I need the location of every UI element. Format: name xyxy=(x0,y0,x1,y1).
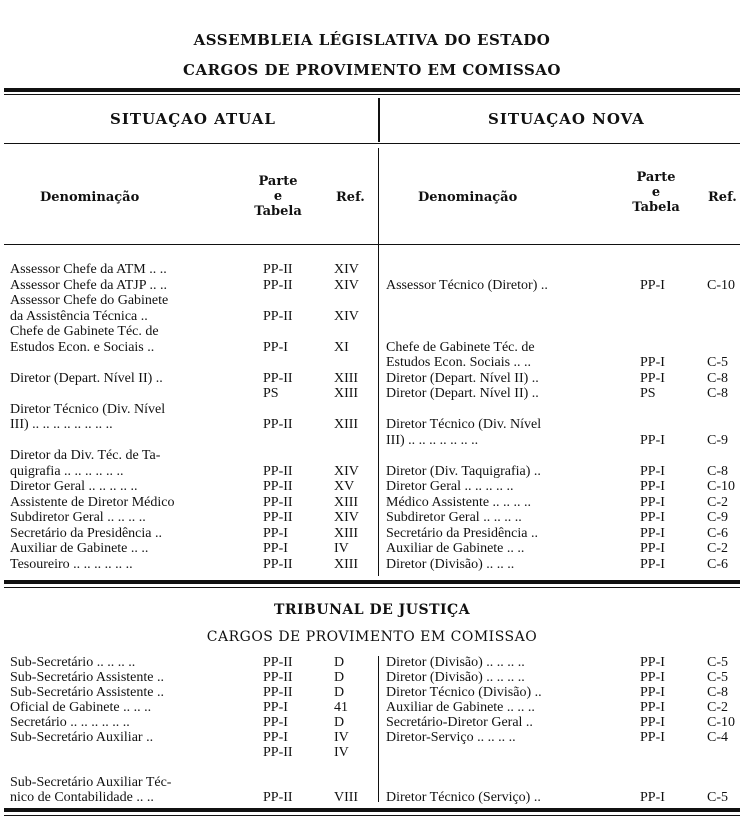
right-parte-tabela-cell: PP-I xyxy=(640,494,665,510)
right-ref-cell: C-10 xyxy=(707,277,735,293)
left-ref-cell: XIII xyxy=(334,386,359,401)
left-ref-cell: XIV xyxy=(334,308,359,324)
left-ref-cell: IV xyxy=(334,730,349,745)
left-ref-cell: D xyxy=(334,670,345,685)
right-parte-tabela-cell: PP-I xyxy=(640,510,665,525)
right-parte-line2: e xyxy=(651,185,661,200)
right-parte-tabela-cell: PP-I xyxy=(640,525,665,541)
assembleia-title: ASSEMBLEIA LÉGISLATIVA DO ESTADO xyxy=(193,31,551,49)
left-denominacao-cell: Sub-Secretário Auxiliar .. xyxy=(10,730,154,745)
left-parte-tabela-cell: PP-I xyxy=(263,339,288,355)
right-denominacao-cell: III) .. .. .. .. .. .. .. xyxy=(386,432,479,448)
left-parte-tabela-cell: PP-II xyxy=(263,417,293,432)
right-denominacao-cell: Diretor (Depart. Nível II) .. xyxy=(386,370,539,386)
right-parte-tabela-cell: PP-I xyxy=(640,463,665,479)
left-parte-tabela-cell: PP-I xyxy=(263,700,288,715)
right-ref-cell: C-8 xyxy=(707,685,728,700)
left-denominacao-cell: Diretor da Div. Téc. de Ta- xyxy=(10,448,161,463)
left-denominacao-cell: Sub-Secretário Assistente .. xyxy=(10,685,164,700)
right-denominacao-cell: Diretor Técnico (Divisão) .. xyxy=(386,685,542,700)
right-ref-cell: C-2 xyxy=(707,541,728,556)
left-denominacao-cell: da Assistência Técnica .. xyxy=(10,308,148,324)
left-denominacao-cell: Sub-Secretário Assistente .. xyxy=(10,670,164,685)
left-parte-tabela-cell: PP-II xyxy=(263,277,293,293)
situacao-atual-heading: SITUAÇAO ATUAL xyxy=(110,110,276,128)
right-ref-cell: C-2 xyxy=(707,494,728,510)
right-ref-cell: C-6 xyxy=(707,525,728,541)
left-denominacao-cell: Diretor Técnico (Div. Nível xyxy=(10,401,166,417)
left-denominacao-cell: Assessor Chefe do Gabinete xyxy=(10,293,169,308)
left-ref-cell: D xyxy=(334,685,345,700)
left-parte-tabela-cell: PP-II xyxy=(263,790,293,805)
left-ref-cell: IV xyxy=(334,541,349,556)
top-rule-thin xyxy=(4,94,740,95)
right-denominacao-cell: Diretor (Depart. Nível II) .. xyxy=(386,386,539,401)
left-parte-tabela-cell: PP-I xyxy=(263,730,288,745)
left-parte-line2: e xyxy=(273,189,283,204)
top-rule-thick xyxy=(4,88,740,92)
left-ref-cell: XIV xyxy=(334,463,359,479)
left-ref-cell: XIV xyxy=(334,277,359,293)
right-denominacao-cell: Diretor (Div. Taquigrafia) .. xyxy=(386,463,541,479)
right-ref-cell: C-9 xyxy=(707,510,728,525)
bottom-rule-thin xyxy=(4,815,740,816)
right-ref-cell: C-10 xyxy=(707,715,735,730)
left-denominacao-cell: Oficial de Gabinete .. .. .. xyxy=(10,700,152,715)
left-denominacao-header: Denominação xyxy=(40,190,140,205)
left-parte-line1: Parte xyxy=(258,174,298,189)
left-ref-cell: D xyxy=(334,655,345,670)
right-parte-tabela-cell: PP-I xyxy=(640,479,665,494)
right-parte-tabela-cell: PP-I xyxy=(640,370,665,386)
right-parte-tabela-cell: PP-I xyxy=(640,277,665,293)
left-parte-tabela-cell: PP-II xyxy=(263,463,293,479)
right-ref-cell: C-8 xyxy=(707,370,728,386)
right-ref-cell: C-6 xyxy=(707,556,728,572)
right-denominacao-cell: Diretor (Divisão) .. .. .. xyxy=(386,556,515,572)
left-parte-tabela-cell: PP-II xyxy=(263,308,293,324)
right-denominacao-cell: Auxiliar de Gabinete .. .. xyxy=(386,541,525,556)
right-parte-tabela-cell: PP-I xyxy=(640,670,665,685)
left-parte-tabela-cell: PP-II xyxy=(263,745,293,760)
right-ref-cell: C-10 xyxy=(707,479,735,494)
left-ref-cell: IV xyxy=(334,745,349,760)
left-parte-tabela-cell: PP-I xyxy=(263,541,288,556)
right-parte-tabela-cell: PP-I xyxy=(640,541,665,556)
left-ref-cell: XIV xyxy=(334,262,359,277)
left-parte-tabela-cell: PS xyxy=(263,386,279,401)
right-denominacao-cell: Assessor Técnico (Diretor) .. xyxy=(386,277,548,293)
right-ref-cell: C-9 xyxy=(707,432,728,448)
right-denominacao-cell: Diretor (Divisão) .. .. .. .. xyxy=(386,655,525,670)
right-ref-cell: C-5 xyxy=(707,670,728,685)
left-ref-cell: 41 xyxy=(334,700,348,715)
right-denominacao-cell: Diretor (Divisão) .. .. .. .. xyxy=(386,670,525,685)
left-parte-tabela-cell: PP-II xyxy=(263,670,293,685)
left-denominacao-cell: Sub-Secretário .. .. .. .. xyxy=(10,655,136,670)
right-parte-tabela-cell: PP-I xyxy=(640,432,665,448)
right-parte-tabela-cell: PP-I xyxy=(640,655,665,670)
left-parte-tabela-cell: PP-II xyxy=(263,479,293,494)
right-ref-header: Ref. xyxy=(708,190,737,205)
left-denominacao-cell: quigrafia .. .. .. .. .. .. xyxy=(10,463,124,479)
right-denominacao-cell: Diretor Técnico (Div. Nível xyxy=(386,417,542,432)
right-denominacao-cell: Secretário da Presidência .. xyxy=(386,525,538,541)
situacao-nova-heading: SITUAÇAO NOVA xyxy=(488,110,645,128)
right-ref-cell: C-5 xyxy=(707,355,728,370)
right-denominacao-cell: Diretor Geral .. .. .. .. .. xyxy=(386,479,514,494)
left-ref-cell: XI xyxy=(334,339,349,355)
left-denominacao-cell: Estudos Econ. e Sociais .. xyxy=(10,339,155,355)
header-rule xyxy=(4,143,740,144)
left-ref-cell: XIII xyxy=(334,556,359,572)
right-parte-tabela-cell: PP-I xyxy=(640,715,665,730)
right-parte-tabela-cell: PP-I xyxy=(640,730,665,745)
bottom-rule-thick xyxy=(4,808,740,812)
assembleia-bottom-rule-thick xyxy=(4,580,740,584)
right-parte-tabela-cell: PP-I xyxy=(640,355,665,370)
right-parte-line1: Parte xyxy=(636,170,676,185)
left-ref-header: Ref. xyxy=(336,190,365,205)
right-parte-tabela-cell: PP-I xyxy=(640,790,665,805)
left-denominacao-cell: Tesoureiro .. .. .. .. .. .. xyxy=(10,556,133,572)
right-parte-tabela-cell: PP-I xyxy=(640,685,665,700)
left-denominacao-cell: Diretor (Depart. Nível II) .. xyxy=(10,370,163,386)
tribunal-subtitle: CARGOS DE PROVIMENTO EM COMISSAO xyxy=(206,629,538,645)
left-denominacao-cell: nico de Contabilidade .. .. xyxy=(10,790,154,805)
left-parte-tabela-cell: PP-II xyxy=(263,655,293,670)
left-ref-cell: XIII xyxy=(334,525,359,541)
right-denominacao-header: Denominação xyxy=(418,190,518,205)
right-denominacao-cell: Subdiretor Geral .. .. .. .. xyxy=(386,510,522,525)
right-denominacao-cell: Estudos Econ. Sociais .. .. xyxy=(386,355,532,370)
right-parte-tabela-cell: PP-I xyxy=(640,556,665,572)
left-ref-cell: VIII xyxy=(334,790,359,805)
left-denominacao-cell: Diretor Geral .. .. .. .. .. xyxy=(10,479,138,494)
left-denominacao-cell: Auxiliar de Gabinete .. .. xyxy=(10,541,149,556)
right-parte-line3: Tabela xyxy=(632,200,680,215)
left-parte-header xyxy=(248,174,308,219)
left-parte-tabela-cell: PP-II xyxy=(263,510,293,525)
column-header-rule xyxy=(4,244,740,245)
left-denominacao-cell: III) .. .. .. .. .. .. .. .. xyxy=(10,417,113,432)
left-denominacao-cell: Secretário .. .. .. .. .. .. xyxy=(10,715,130,730)
right-denominacao-cell: Diretor Técnico (Serviço) .. xyxy=(386,790,541,805)
right-parte-header xyxy=(626,170,686,215)
left-ref-cell: XIV xyxy=(334,510,359,525)
header-divider xyxy=(378,98,380,142)
right-denominacao-cell: Auxiliar de Gabinete .. .. .. xyxy=(386,700,535,715)
right-ref-cell: C-5 xyxy=(707,655,728,670)
right-denominacao-cell: Médico Assistente .. .. .. .. xyxy=(386,494,532,510)
left-ref-cell: XV xyxy=(334,479,355,494)
left-parte-tabela-cell: PP-II xyxy=(263,494,293,510)
right-ref-cell: C-8 xyxy=(707,386,728,401)
left-ref-cell: XIII xyxy=(334,370,359,386)
right-ref-cell: C-5 xyxy=(707,790,728,805)
right-denominacao-cell: Diretor-Serviço .. .. .. .. xyxy=(386,730,516,745)
left-denominacao-cell: Assessor Chefe da ATM .. .. xyxy=(10,262,167,277)
right-parte-tabela-cell: PP-I xyxy=(640,700,665,715)
left-parte-tabela-cell: PP-II xyxy=(263,685,293,700)
right-denominacao-cell: Secretário-Diretor Geral .. xyxy=(386,715,533,730)
left-denominacao-cell: Subdiretor Geral .. .. .. .. xyxy=(10,510,146,525)
left-denominacao-cell: Secretário da Presidência .. xyxy=(10,525,162,541)
assembleia-subtitle: CARGOS DE PROVIMENTO EM COMISSAO xyxy=(183,61,561,79)
tribunal-divider xyxy=(378,656,379,802)
left-ref-cell: XIII xyxy=(334,417,359,432)
left-parte-line3: Tabela xyxy=(254,204,302,219)
left-denominacao-cell: Chefe de Gabinete Téc. de xyxy=(10,324,159,339)
left-denominacao-cell: Sub-Secretário Auxiliar Téc- xyxy=(10,775,172,790)
left-parte-tabela-cell: PP-II xyxy=(263,262,293,277)
right-parte-tabela-cell: PS xyxy=(640,386,656,401)
left-parte-tabela-cell: PP-II xyxy=(263,370,293,386)
assembleia-bottom-rule-thin xyxy=(4,587,740,588)
tribunal-title: TRIBUNAL DE JUSTIÇA xyxy=(273,602,471,618)
left-denominacao-cell: Assessor Chefe da ATJP .. .. xyxy=(10,277,167,293)
left-ref-cell: D xyxy=(334,715,345,730)
right-ref-cell: C-8 xyxy=(707,463,728,479)
left-denominacao-cell: Assistente de Diretor Médico xyxy=(10,494,175,510)
right-denominacao-cell: Chefe de Gabinete Téc. de xyxy=(386,339,535,355)
left-ref-cell: XIII xyxy=(334,494,359,510)
table-divider xyxy=(378,148,379,576)
left-parte-tabela-cell: PP-II xyxy=(263,556,293,572)
left-parte-tabela-cell: PP-I xyxy=(263,525,288,541)
right-ref-cell: C-2 xyxy=(707,700,728,715)
right-ref-cell: C-4 xyxy=(707,730,728,745)
left-parte-tabela-cell: PP-I xyxy=(263,715,288,730)
